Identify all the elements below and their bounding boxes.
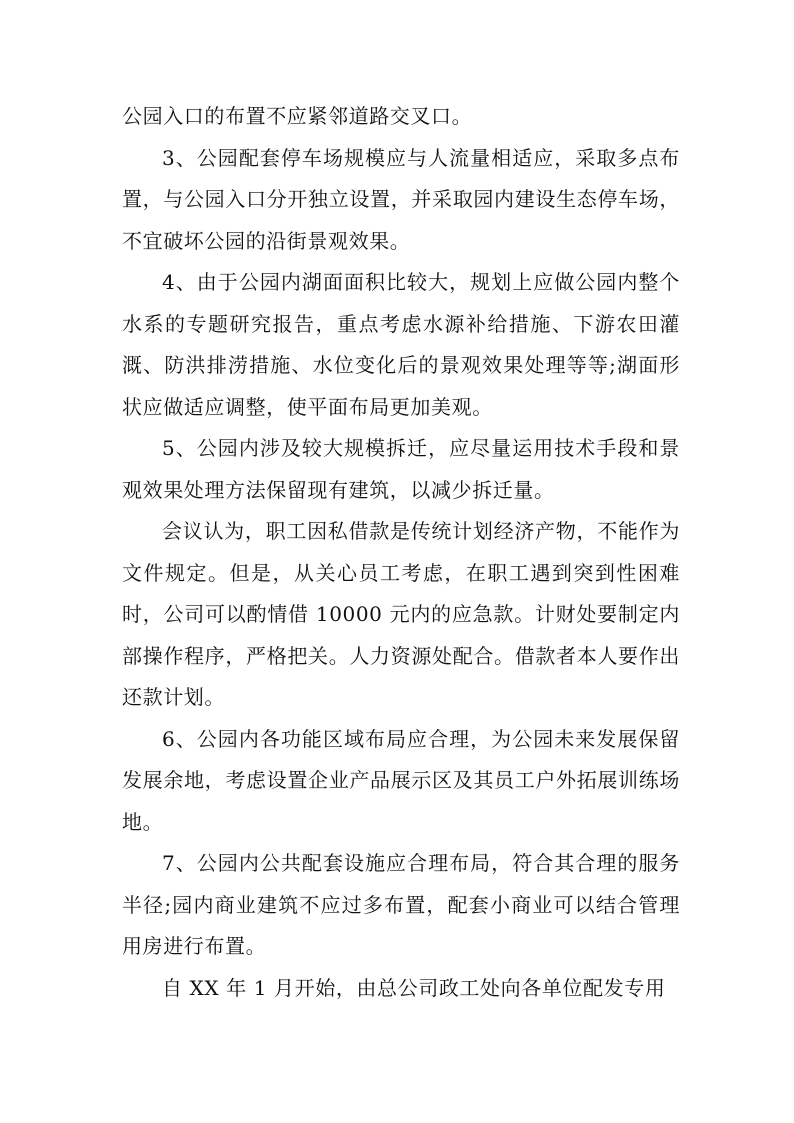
paragraph-item-5: 5、公园内涉及较大规模拆迁，应尽量运用技术手段和景观效果处理方法保留现有建筑，以减少拆迁量。 <box>122 436 680 502</box>
paragraph-continuation: 公园入口的布置不应紧邻道路交叉口。 <box>122 104 473 128</box>
paragraph-item-7: 7、公园内公共配套设施应合理布局，符合其合理的服务半径;园内商业建筑不应过多布置，配套小商业可以结合管理用房进行布置。 <box>122 851 680 958</box>
paragraph-item-6: 6、公园内各功能区域布局应合理，为公园未来发展保留发展余地，考虑设置企业产品展示区及其员工户外拓展训练场地。 <box>122 726 680 834</box>
paragraph-item-3: 3、公园配套停车场规模应与人流量相适应，采取多点布置，与公园入口分开独立设置，并采取园内建设生态停车场，不宜破坏公园的沿街景观效果。 <box>122 145 680 253</box>
body-text <box>122 96 680 1009</box>
paragraph-final: 自 XX 年 1 月开始，由总公司政工处向各单位配发专用 <box>162 975 666 1000</box>
paragraph-item-4: 4、由于公园内湖面面积比较大，规划上应做公园内整个水系的专题研究报告，重点考虑水源补给措施、下游农田灌溉、防洪排涝措施、水位变化后的景观效果处理等等;湖面形状应做适应调整，使平面布局更加美观。 <box>122 270 680 419</box>
paragraph-meeting: 会议认为，职工因私借款是传统计划经济产物，不能作为文件规定。但是，从关心员工考虑，在职工遇到突到性困难时，公司可以酌情借 10000 元内的应急款。计财处要制定内部操作程序，严格把关。人力资源处配合。借款者本人要作出还款计划。 <box>122 519 680 709</box>
